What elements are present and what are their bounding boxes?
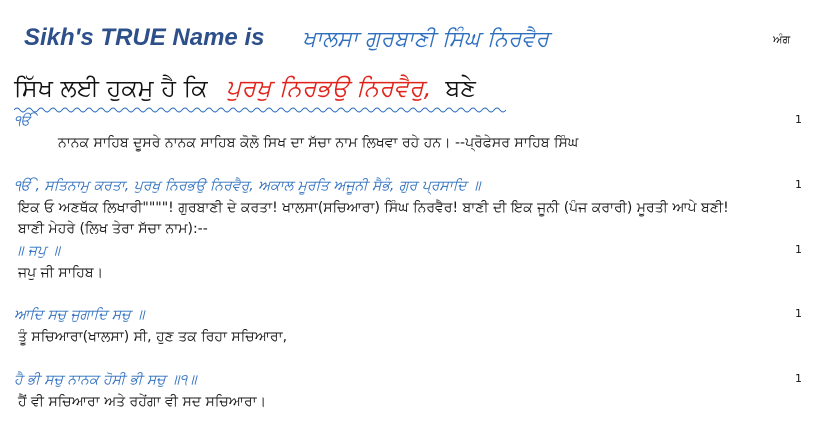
- translation-3-line-1: ਜਪੁ ਜੀ ਸਾਹਿਬ।: [18, 265, 104, 281]
- ang-number-3: 1: [795, 243, 802, 256]
- heading-highlight: ਪੁਰਖੁ ਨਿਰਭਉ ਨਿਰਵੈਰੁ,: [225, 74, 432, 102]
- ang-column-label: ਅੰਗ: [773, 33, 791, 46]
- main-heading: [14, 74, 476, 102]
- translation-2-line-1: ਇਕ ਓ ਅਣਥੱਕ ਲਿਖਾਰੀ""""! ਗੁਰਬਾਣੀ ਦੇ ਕਰਤਾ! ਖਾਲਸਾ(ਸਚਿਆਰਾ) ਸਿੰਘ ਨਿਰਵੈਰ! ਬਾਣੀ ਦੀ ਇਕ ਜੂਨੀ (ਪੰਜ ਕਰਾਰੀ) ਮੂਰਤੀ ਆਪੇ ਬਣੀ!: [18, 200, 729, 216]
- gurbani-line-5: ਹੈ ਭੀ ਸਚੁ ਨਾਨਕ ਹੋਸੀ ਭੀ ਸਚੁ ॥੧॥: [14, 372, 197, 388]
- gurbani-line-3: ॥ ਜਪੁ ॥: [14, 243, 60, 259]
- gurbani-line-2: ੴ , ਸਤਿਨਾਮੁ ਕਰਤਾ, ਪੁਰਖੁ ਨਿਰਭਉ ਨਿਰਵੈਰੁ, ਅਕਾਲ ਮੂਰਤਿ ਅਜੂਨੀ ਸੈਭੰ, ਗੁਰ ਪ੍ਰਸਾਦਿ ॥: [14, 178, 481, 194]
- ang-number-2: 1: [795, 178, 802, 191]
- page-title-punjabi: ਖਾਲਸਾ ਗੁਰਬਾਣੀ ਸਿੰਘ ਨਿਰਵੈਰ: [302, 27, 549, 52]
- translation-2-line-2: ਬਾਣੀ ਮੇਹਰੇ (ਲਿਖ ਤੇਰਾ ਸੱਚਾ ਨਾਮ):--: [18, 221, 208, 237]
- translation-5-line-1: ਹੈਂ ਵੀ ਸਚਿਆਰਾ ਅਤੇ ਰਹੇਂਗਾ ਵੀ ਸਦ ਸਚਿਆਰਾ।: [18, 394, 267, 410]
- translation-4-line-1: ਤੂੰ ਸਚਿਆਰਾ(ਖਾਲਸਾ) ਸੀ, ਹੁਣ ਤਕ ਰਿਹਾ ਸਚਿਆਰਾ,: [18, 329, 288, 345]
- ang-number-1: 1: [795, 113, 802, 126]
- ang-number-4: 1: [795, 307, 802, 320]
- ang-number-5: 1: [795, 372, 802, 385]
- translation-1-line-1: ਨਾਨਕ ਸਾਹਿਬ ਦੂਸਰੇ ਨਾਨਕ ਸਾਹਿਬ ਕੋਲੋ ਸਿਖ ਦਾ ਸੱਚਾ ਨਾਮ ਲਿਖਵਾ ਰਹੇ ਹਨ। --ਪ੍ਰੋਫੇਸਰ ਸਾਹਿਬ ਸਿੰਘ: [58, 135, 579, 151]
- heading-part-3: ਬਣੇ: [445, 74, 476, 102]
- gurbani-line-1: ੴ: [14, 113, 32, 129]
- wavy-divider: [14, 106, 506, 114]
- page-title-english: Sikh's TRUE Name is: [24, 24, 265, 51]
- heading-part-1: ਸਿੱਖ ਲਈ ਹੁਕਮੁ ਹੈ ਕਿ: [14, 74, 208, 102]
- gurbani-line-4: ਆਦਿ ਸਚੁ ਜੁਗਾਦਿ ਸਚੁ ॥: [14, 307, 145, 323]
